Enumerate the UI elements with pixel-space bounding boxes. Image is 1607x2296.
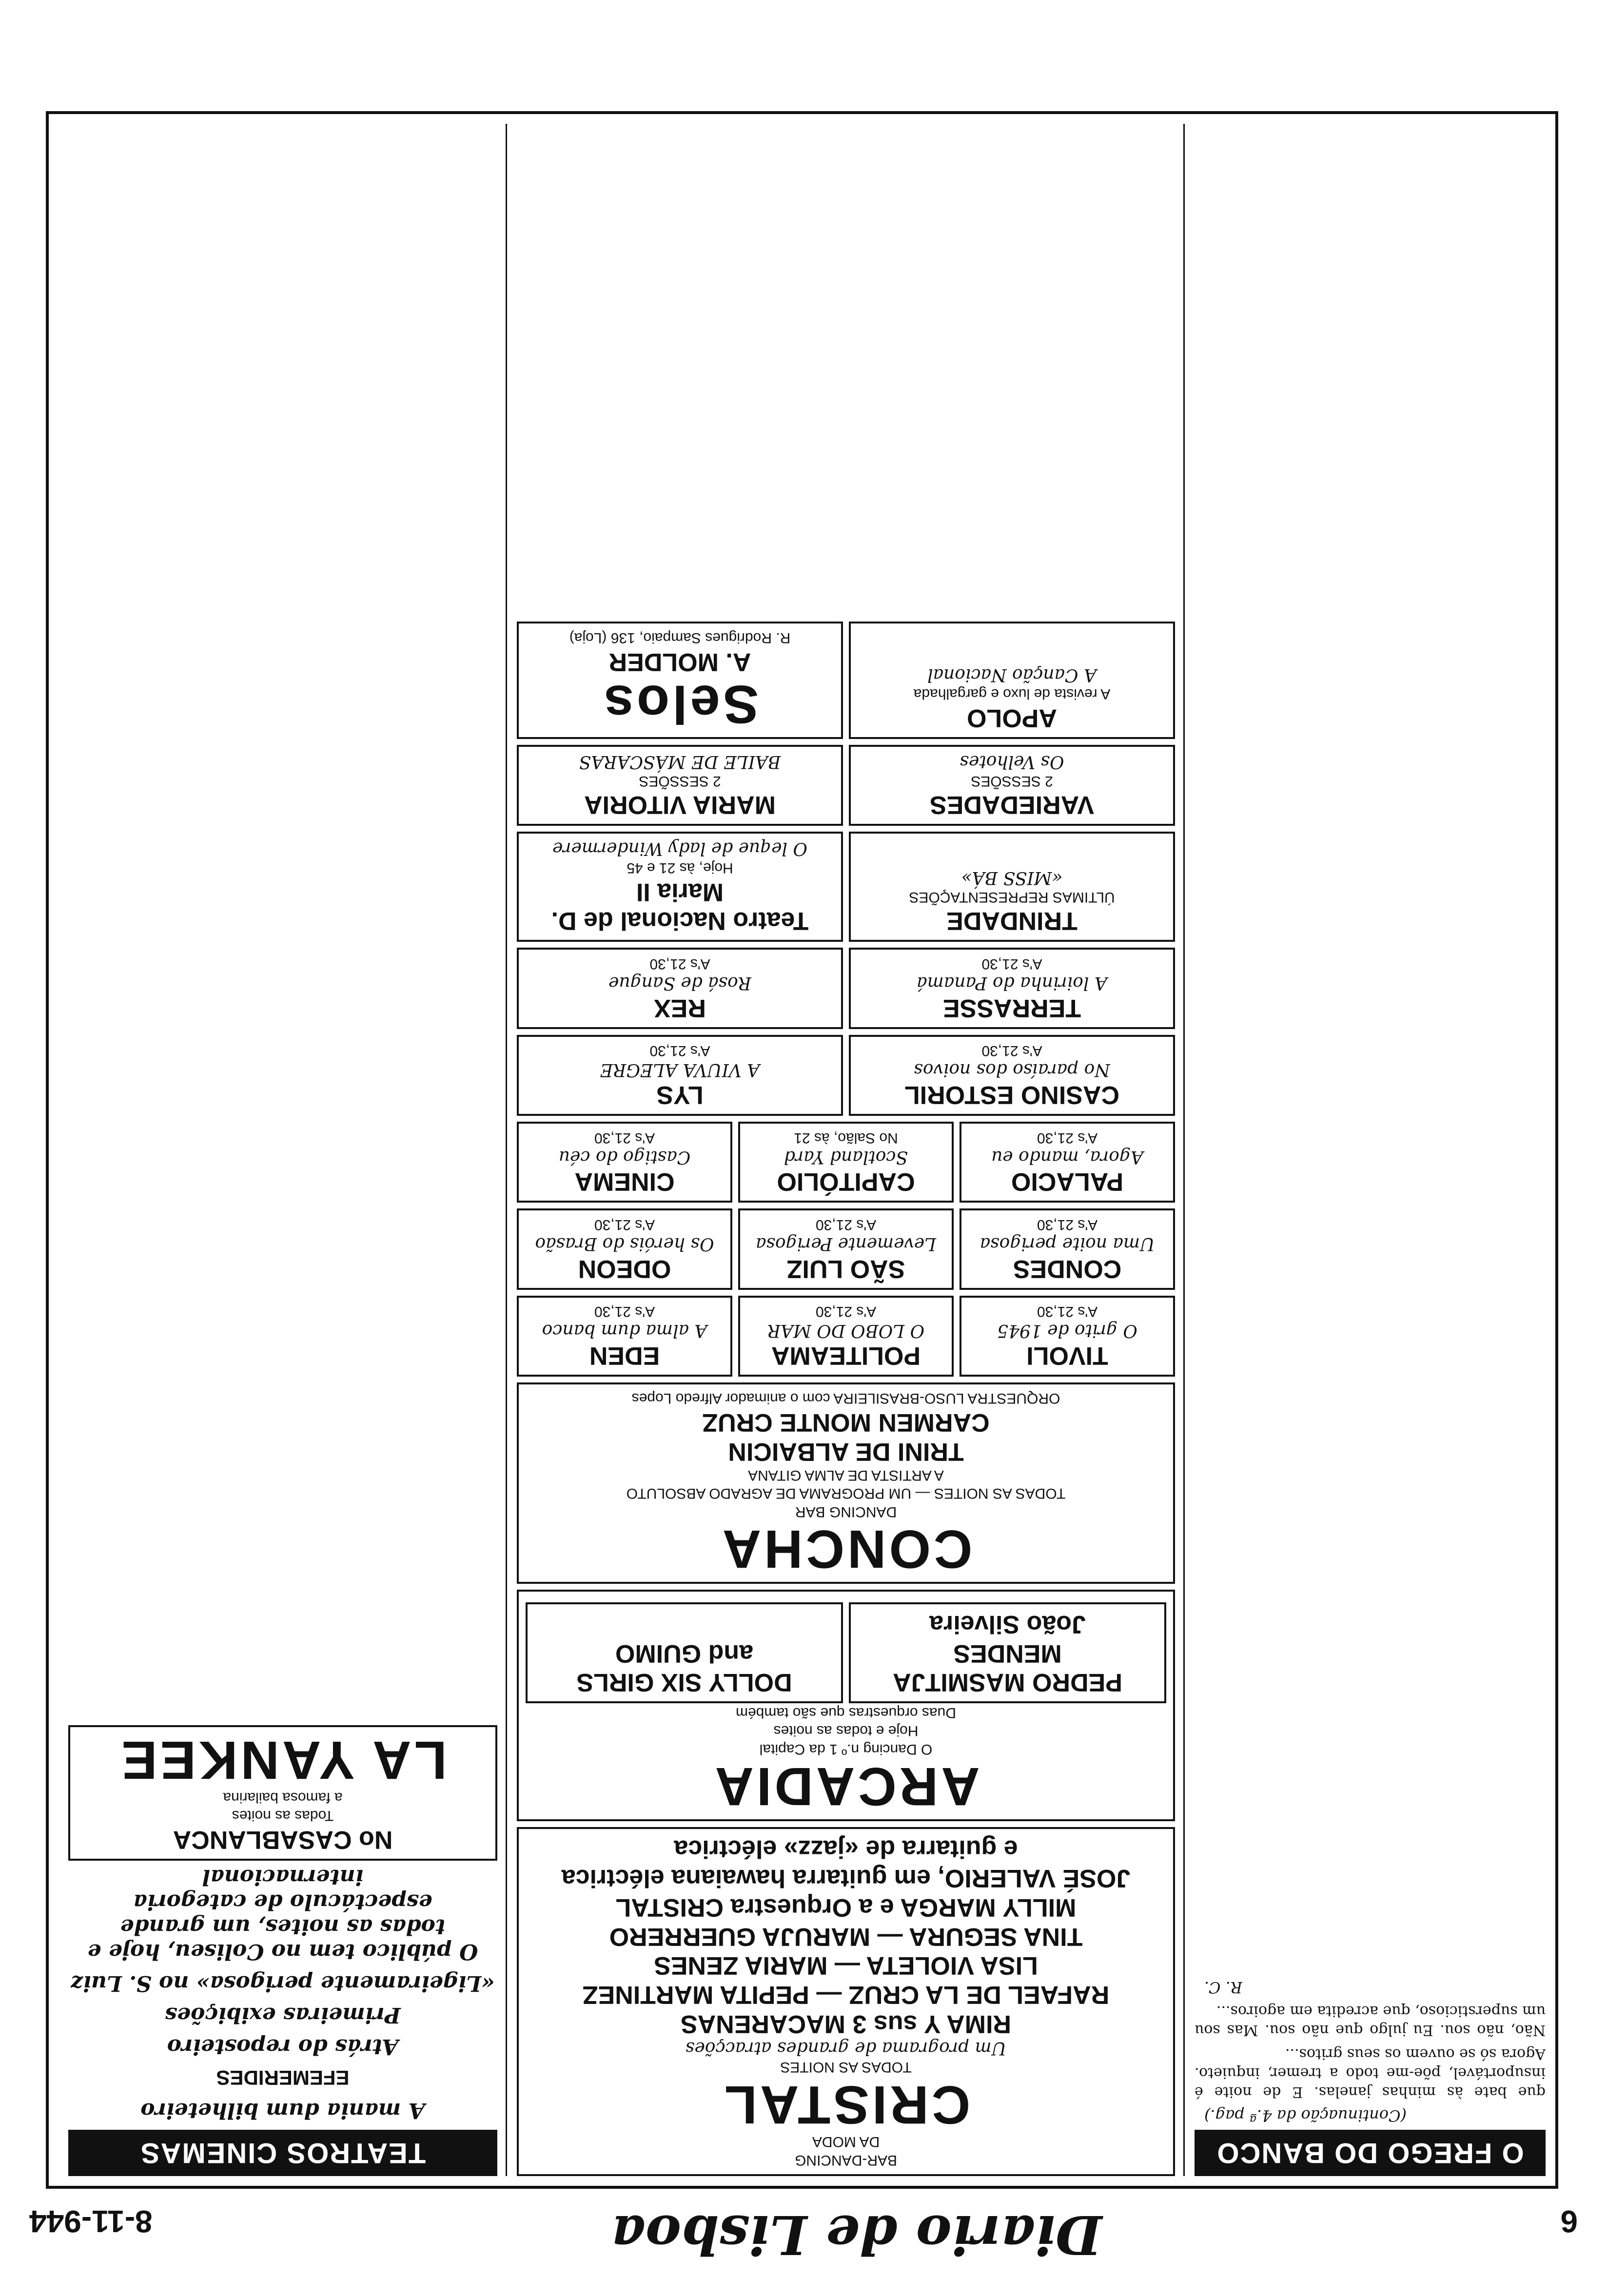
theatre-row [517,739,1175,826]
theatre-name: VARIEDADES [929,791,1095,819]
cinema-time: A's 21,30 [981,1043,1042,1059]
cristal-artist: RIMA Y sus 3 MACARENAS [680,2010,1012,2038]
cinema-name: LYS [656,1081,704,1109]
cinema-time: A's 21,30 [1037,1129,1098,1146]
cinema-name: TIVOLI [1026,1341,1108,1370]
cristal-artist: e guitarra de «jazz» eléctrica [674,1835,1018,1864]
cinema-ad [960,1208,1175,1289]
issue-date: 8-11-944 [29,2204,153,2239]
section-heading: EFEMERIDES [216,2066,350,2089]
cinema-ad [517,1122,732,1203]
section-heading: Primeiras exibições [165,2003,401,2027]
cinema-film: O LOBO DO MAR [767,1321,925,1341]
theatre-note: A revista de luxo e gargalhada [913,686,1111,702]
concha-kind: DANCING BAR [795,1503,897,1520]
section-heading: O público tem no Coliseu, hoje e todas as noites, um grande espectáculo de categoria internacional [87,1865,478,1964]
theatre-row [517,616,1175,739]
cinema-name: TERRASSE [942,993,1081,1022]
arcadia-acts [526,1596,1166,1703]
cinema-film: A loirinha do Panamá [917,973,1107,993]
theatre-show: BAILE DE MÁSCARAS [579,752,781,772]
stamps-address: R. Rodrigues Sampaio, 136 (Loja) [569,629,791,646]
cristal-artist: MILLY MARGA e a Orquestra CRISTAL [615,1893,1077,1922]
cinema-film: Uma noite perigosa [980,1233,1155,1254]
cinema-ad [738,1296,954,1377]
theatre-show: Os Velhotes [960,752,1064,772]
cinema-ad [517,948,843,1029]
cinema-row [517,1116,1175,1203]
concha-headliner: CARMEN MONTE CRUZ [702,1408,990,1437]
cinema-film: Rosá de Sangue [608,973,751,993]
cinema-name: POLITEAMA [771,1341,921,1370]
cinema-name: CONDES [1013,1254,1122,1283]
cinema-time: A's 21,30 [594,1304,655,1320]
cristal-artist: LISA VIOLETA — MARIA ZENES [654,1951,1038,1980]
cristal-ad [517,1827,1175,2176]
theatre-note: ÚLTIMAS REPRESENTAÇÕES [909,889,1115,905]
theatre-ad [517,832,843,942]
theatre-name: APOLO [967,704,1057,733]
article-column [1195,124,1546,2176]
section-heading: Atrás do reposteiro [167,2034,399,2059]
page-number: 6 [1560,2204,1578,2239]
cinema-ad [738,1122,954,1203]
page-frame [46,111,1558,2189]
casablanca-ad [68,1725,497,1861]
arcadia-act-box [849,1602,1166,1703]
cristal-kind: BAR-DANCING [795,2152,898,2168]
theatre-show: «MISS BÁ» [961,868,1063,888]
concha-orchestra: ORQUESTRA LUSO-BRASILEIRA com o animador Alfredo Lopes [631,1390,1060,1407]
cinema-time: A's 21,30 [1037,1216,1098,1233]
cinema-film: Scotland Yard [784,1147,908,1167]
concha-artist-intro: A ARTISTA DE ALMA GITANA [748,1467,944,1483]
cinema-row [517,942,1175,1029]
article-banner: O FREGO DO BANCO [1195,2130,1546,2176]
arcadia-act-box [526,1602,843,1703]
cinema-film: No paraíso dos noivos [914,1060,1110,1080]
cristal-artist: JOSÉ VALERIO, em guitarra hawaiana eléctrica [561,1864,1131,1893]
masthead [29,2203,1578,2277]
casablanca-venue: No CASABLANCA [173,1826,393,1854]
theatre-name: MARIA VITORIA [584,791,776,819]
concha-name: CONCHA [719,1519,973,1579]
theatre-ad [849,745,1175,826]
cinema-time: A's 21,30 [594,1129,655,1146]
section-heading: «Ligeiramente perigosa» no S. Luiz [71,1971,495,1996]
cinema-ad [517,1035,843,1116]
arcadia-orchestras: Duas orquestras que são também [736,1704,956,1721]
section-banner: TEATROS CINEMAS [68,2130,497,2176]
cinema-film: A VIUVA ALEGRE [600,1060,760,1080]
cinema-time: A's 21,30 [649,955,710,972]
cristal-sub: DA MODA [812,2134,880,2150]
cristal-artist: RAFAEL DE LA CRUZ — PEPITA MARTINEZ [582,1981,1110,2009]
cinema-ad [960,1296,1175,1377]
cinema-row [517,1203,1175,1289]
article-paragraph: que bate às minhas janelas. E de noite é insuportável, põe-me todo a tremer, inquieto. Agora só se ouvem os seus gritos... [1195,2045,1546,2101]
theatre-note: Hoje, às 21 e 45 [627,859,733,876]
concha-headliner: TRINI DE ALBAICIN [728,1438,964,1466]
cinema-name: EDEN [589,1341,660,1370]
continuation-note: (Continuação da 4.ª pag.) [1204,2106,1407,2125]
cinema-time: A's 21,30 [649,1043,710,1059]
news-column [68,124,497,2176]
cinema-time: A's 21,30 [981,955,1042,972]
cinema-time: A's 21,30 [1037,1304,1098,1320]
cinema-film: Levemente Perigosa [756,1233,936,1254]
cinema-name: ODEON [578,1254,671,1283]
cinema-time: No Salão, às 21 [794,1129,898,1146]
concha-program: TODAS AS NOITES — UM PROGRAMA DE AGRADO ABSOLUTO [626,1485,1066,1502]
cinema-film: O grito de 1945 [997,1321,1137,1341]
theatre-show: O leque de lady Windermere [552,838,807,859]
cinema-row [517,1029,1175,1116]
stamps-ad [517,622,843,739]
column-rule [1183,124,1185,2176]
cinema-film: A alma dum banco [542,1321,707,1341]
cinema-ad [849,948,1175,1029]
arcadia-act: João Silveira [929,1610,1086,1638]
stamps-shop: A. MOLDER [608,647,751,676]
casablanca-line: a famosa bailarina [223,1789,343,1806]
theatre-name: TRINDADE [946,907,1078,935]
article-paragraph: Não, não sou. Eu julgo que não sou. Mas sou um supersticioso, que acredita em agoiros... [1195,2003,1546,2039]
theatre-row [517,826,1175,942]
cristal-tagline: Um programa de grandes atracções [686,2038,1006,2058]
cinema-film: Agora, mando eu [991,1147,1143,1167]
cinema-film: Castigo do céu [558,1147,691,1167]
cinema-time: A's 21,30 [594,1216,655,1233]
section-heading: A mania dum bilheteiro [140,2098,425,2123]
cinema-row [517,1290,1175,1377]
theatre-name: Teatro Nacional de D. Maria II [551,877,809,935]
column-rule [506,124,507,2176]
theatre-ad [849,832,1175,942]
arcadia-act: and GUIMO [615,1639,754,1668]
cinema-name: CASINO ESTORIL [904,1081,1120,1109]
concha-ad [517,1382,1175,1584]
arcadia-name: ARCADIA [712,1756,980,1817]
theatre-ad [849,622,1175,739]
stamps-title: Selos [601,674,759,735]
cinema-film: Os heróis do Brasão [535,1233,714,1254]
cristal-name: CRISTAL [721,2075,971,2135]
cinema-name: CINEMA [574,1167,675,1196]
arcadia-act: DOLLY SIX GIRLS [576,1668,792,1697]
cinema-ad [517,1296,732,1377]
theatre-note: 2 SESSÕES [971,773,1053,789]
arcadia-ad [517,1590,1175,1821]
cristal-artist: TINA SEGURA — MARUJA GUERRERO [609,1922,1083,1951]
ads-column [517,124,1175,2176]
cinema-ad [517,1208,732,1289]
newspaper-title: Diario de Lisboa [610,2203,1102,2266]
arcadia-act: PEDRO MASMITJA [893,1668,1122,1697]
cristal-nights: TODAS AS NOITES [780,2059,912,2076]
cinema-time: A's 21,30 [815,1216,877,1233]
cinema-ad [960,1122,1175,1203]
cinema-time: A's 21,30 [815,1304,877,1320]
cinema-name: SÃO LUIZ [786,1254,905,1283]
arcadia-nights: Hoje e todas as noites [773,1723,919,1739]
theatre-show: A Canção Nacional [927,664,1097,685]
theatre-note: 2 SESSÕES [639,773,721,789]
arcadia-act: MENDES [953,1639,1062,1668]
cinema-name: REX [654,993,706,1022]
cinema-ad [849,1035,1175,1116]
theatre-ad [517,745,843,826]
cinema-name: CAPITÓLIO [777,1167,915,1196]
cinema-ad [738,1208,954,1289]
arcadia-opening: O Dancing n.º 1 da Capital [759,1741,933,1757]
casablanca-headline: LA YANKEE [118,1730,447,1790]
cinema-name: PALACIO [1011,1167,1124,1196]
casablanca-line: Todas as noites [232,1808,334,1824]
article-signature: R. C. [1204,1978,1242,1997]
